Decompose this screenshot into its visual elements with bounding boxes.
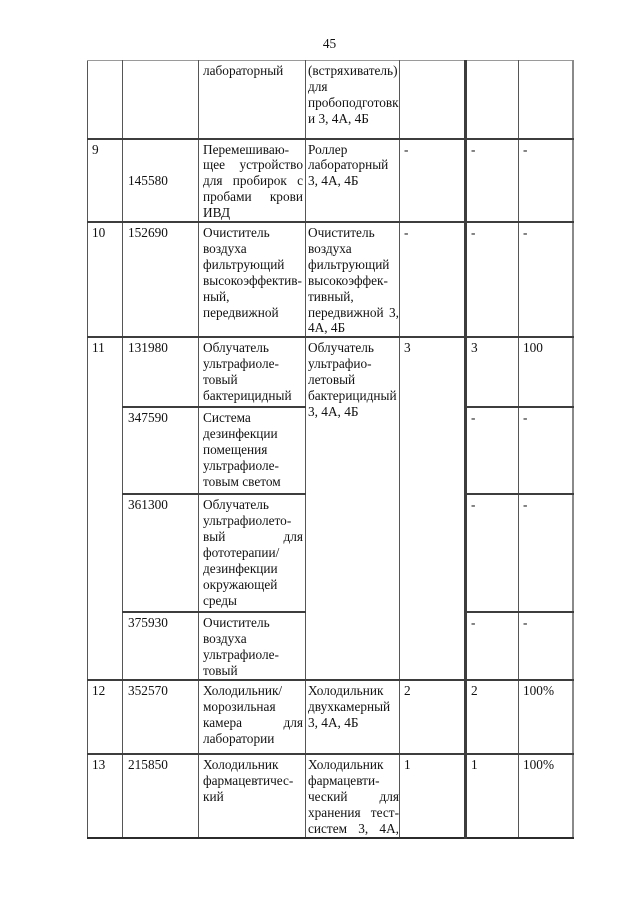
value-cell: 100: [519, 337, 573, 407]
value-cell: -: [400, 222, 466, 337]
value-cell: -: [519, 222, 573, 337]
device-name-cell: Облучатель ультрафиолетовый для фототерапии/дезинфекции окружающей среды: [199, 494, 306, 612]
equipment-name-cell: Холодильник фармацевтический для хранения тест-систем 3, 4А,: [306, 754, 400, 838]
value-cell: -: [519, 139, 573, 223]
value-cell: 2: [400, 680, 466, 754]
value-cell: -: [466, 139, 519, 223]
row-number-cell: 10: [88, 222, 123, 337]
value-cell: -: [466, 494, 519, 612]
equipment-name-cell: (встряхиватель) для пробоподготовки 3, 4А, 4Б: [306, 61, 400, 139]
code-cell: 361300: [123, 494, 199, 612]
value-cell: [519, 61, 573, 139]
row-number-cell: 11: [88, 337, 123, 680]
equipment-name-cell: Холодильник двухкамерный 3, 4А, 4Б: [306, 680, 400, 754]
code-cell: 152690: [123, 222, 199, 337]
code-cell: 131980: [123, 337, 199, 407]
table-row: [88, 61, 573, 139]
equipment-table: [87, 60, 574, 839]
code-cell: [123, 61, 199, 139]
value-cell: 100%: [519, 754, 573, 838]
device-name-cell: Холодильник/морозильная камера для лаборатории: [199, 680, 306, 754]
device-name-cell: Облучатель ультрафиолетовый бактерицидный: [199, 337, 306, 407]
row-number-cell: 13: [88, 754, 123, 838]
device-name-cell: Холодильник фармацевтический: [199, 754, 306, 838]
value-cell: 3: [466, 337, 519, 407]
table-row: [88, 680, 573, 754]
value-cell: 3: [400, 337, 466, 680]
table-row: [88, 754, 573, 838]
code-cell: 145580: [123, 139, 199, 223]
value-cell: -: [466, 612, 519, 680]
value-cell: -: [400, 139, 466, 223]
device-name-cell: Очиститель воздуха ультрафиолетовый: [199, 612, 306, 680]
value-cell: 2: [466, 680, 519, 754]
code-cell: 352570: [123, 680, 199, 754]
value-cell: [400, 61, 466, 139]
row-number-cell: 9: [88, 139, 123, 223]
code-cell: 347590: [123, 407, 199, 494]
table-row: [88, 337, 573, 407]
code-cell: 215850: [123, 754, 199, 838]
value-cell: [466, 61, 519, 139]
code-cell: 375930: [123, 612, 199, 680]
value-cell: -: [519, 494, 573, 612]
equipment-name-cell: Очиститель воздуха фильтрующий высокоэффективный, передвижной 3, 4А, 4Б: [306, 222, 400, 337]
device-name-cell: лабораторный: [199, 61, 306, 139]
value-cell: 100%: [519, 680, 573, 754]
equipment-name-cell: Облучатель ультрафиолетовый бактерицидный 3, 4А, 4Б: [306, 337, 400, 680]
value-cell: -: [519, 407, 573, 494]
value-cell: -: [466, 222, 519, 337]
row-number-cell: 12: [88, 680, 123, 754]
equipment-name-cell: Роллер лабораторный 3, 4А, 4Б: [306, 139, 400, 223]
table-row: [88, 139, 573, 223]
row-number-cell: [88, 61, 123, 139]
device-name-cell: Система дезинфекции помещения ультрафиолетовым светом: [199, 407, 306, 494]
value-cell: 1: [466, 754, 519, 838]
device-name-cell: Очиститель воздуха фильтрующий высокоэффективный, передвижной: [199, 222, 306, 337]
table-row: [88, 222, 573, 337]
value-cell: -: [466, 407, 519, 494]
device-name-cell: Перемешивающее устройство для пробирок с пробами крови ИВД: [199, 139, 306, 223]
page-number: 45: [322, 36, 337, 51]
value-cell: 1: [400, 754, 466, 838]
value-cell: -: [519, 612, 573, 680]
